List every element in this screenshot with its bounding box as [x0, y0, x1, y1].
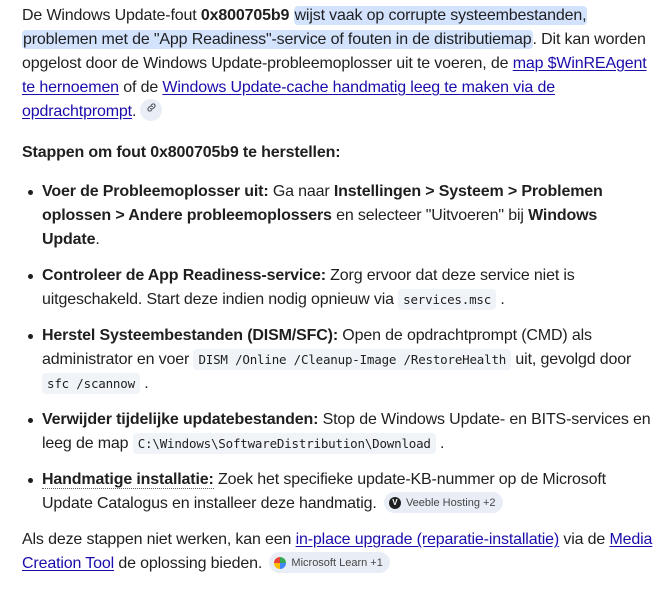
highlighted-text[interactable]: wijst vaak op corrupte systeembestanden, problemen met de "App Readiness"-service of fouten in de distributiemap: [23, 7, 587, 48]
step-text: en selecteer "Uitvoeren" bij: [331, 207, 529, 224]
source-chip-microsoft-learn[interactable]: [269, 552, 389, 573]
step-title: Herstel Systeembestanden (DISM/SFC):: [42, 327, 339, 344]
step-text: uit, gevolgd door: [515, 351, 632, 368]
step-item: [42, 324, 658, 396]
step-item: [42, 468, 658, 516]
intro-text-2: . Dit kan worden opgelost door de Windows Update-probleemoplosser uit te voeren, de: [22, 31, 646, 72]
intro-paragraph: [22, 4, 658, 124]
closing-text: de oplossing bieden.: [114, 555, 263, 572]
in-place-upgrade-link[interactable]: in-place upgrade (reparatie-installatie): [295, 531, 560, 548]
step-item: [42, 180, 658, 252]
steps-heading: Stappen om fout 0x800705b9 te herstellen:: [22, 144, 341, 161]
link-icon[interactable]: [140, 99, 162, 121]
intro-text: De Windows Update-fout: [22, 7, 201, 24]
step-title: Verwijder tijdelijke updatebestanden:: [42, 411, 319, 428]
step-item: [42, 264, 658, 312]
step-title: Controleer de App Readiness-service:: [42, 267, 326, 284]
closing-paragraph: [22, 528, 658, 576]
step-title-manual-install[interactable]: Handmatige installatie:: [42, 471, 214, 488]
rename-winreagent-link[interactable]: map $WinREAgent te hernoemen: [22, 55, 647, 96]
step-text: Open de opdrachtprompt (CMD) als administrator en voer: [42, 327, 592, 368]
windows-update-label: Windows Update: [42, 207, 598, 248]
step-text: Ga naar: [268, 183, 334, 200]
link-chain-icon: [146, 102, 157, 113]
intro-end: .: [131, 103, 137, 120]
code-services-msc: services.msc: [398, 289, 496, 310]
intro-text-3: of de: [118, 79, 163, 96]
settings-path: Instellingen > Systeem > Problemen oplossen > Andere probleemoplossers: [42, 183, 603, 224]
step-text: .: [500, 291, 505, 308]
media-creation-tool-link[interactable]: Media Creation Tool: [22, 531, 653, 572]
step-item: [42, 408, 658, 456]
step-text: .: [144, 375, 149, 392]
step-text: Zorg ervoor dat deze service niet is uitgeschakeld. Start deze indien nodig opnieuw via: [42, 267, 575, 308]
closing-text: Als deze stappen niet werken, kan een: [22, 531, 296, 548]
error-code: 0x800705b9: [200, 7, 290, 24]
closing-text: via de: [559, 531, 610, 548]
step-title: Voer de Probleemoplosser uit:: [42, 183, 269, 200]
code-dism-command: DISM /Online /Cleanup-Image /RestoreHealth: [193, 349, 511, 370]
step-text: Zoek het specifieke update-KB-nummer op de Microsoft Update Catalogus en installeer deze handmatig.: [42, 471, 606, 512]
step-text: .: [95, 231, 100, 248]
code-download-path: C:\Windows\SoftwareDistribution\Download: [133, 433, 436, 454]
step-text: .: [440, 435, 445, 452]
microsoft-learn-logo-icon: [274, 557, 286, 569]
source-chip-veeble[interactable]: [384, 492, 503, 513]
veeble-logo-icon: V: [389, 497, 401, 509]
source-chip-label: Veeble Hosting +2: [405, 496, 496, 509]
code-sfc-command: sfc /scannow: [42, 373, 140, 394]
source-chip-label: Microsoft Learn +1: [291, 556, 383, 569]
steps-list: [22, 180, 658, 516]
step-text: Stop de Windows Update- en BITS-services en leeg de map: [42, 411, 651, 452]
clear-update-cache-link[interactable]: Windows Update-cache handmatig leeg te maken via de opdrachtprompt: [22, 79, 555, 120]
